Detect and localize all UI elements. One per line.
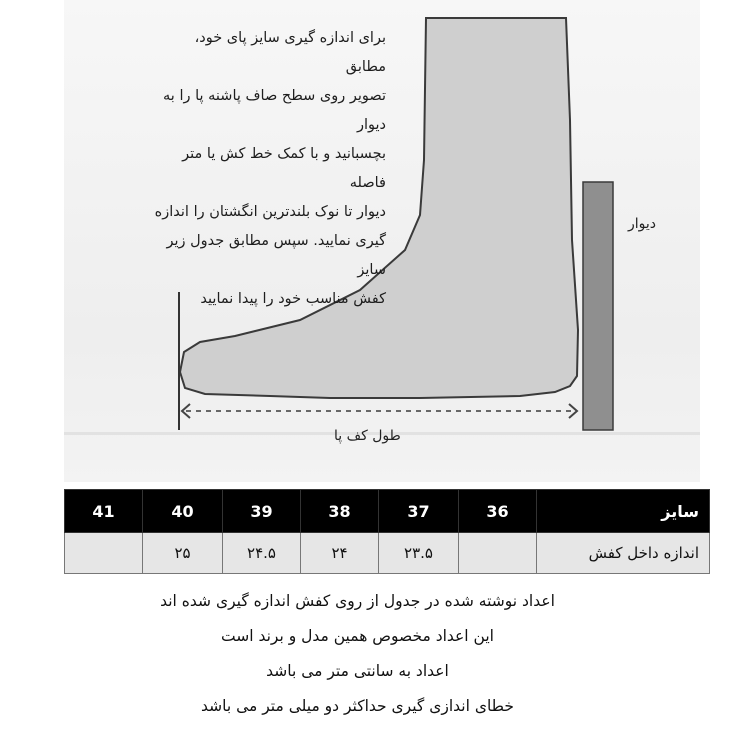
inner-length-row-label: اندازه داخل کفش [537, 533, 710, 574]
notes [80, 584, 635, 724]
instruction-line: دیوار تا نوک بلندترین انگشتان را اندازه [154, 204, 386, 220]
instruction-line: برای اندازه گیری سایز پای خود، مطابق [194, 30, 386, 75]
size-cell: 39 [223, 490, 301, 533]
note-line: این اعداد مخصوص همین مدل و برند است [221, 627, 494, 645]
note-line: اعداد به سانتی متر می باشد [266, 662, 449, 680]
size-row-label: سایز [537, 490, 710, 533]
size-row [65, 490, 710, 533]
inner-length-row [65, 533, 710, 574]
inner-length-cell: ۲۴ [301, 533, 379, 574]
size-table [64, 489, 710, 574]
note-line: اعداد نوشته شده در جدول از روی کفش اندازه گیری شده اند [160, 592, 555, 610]
wall-label: دیوار [628, 216, 657, 232]
instruction-line: بچسبانید و با کمک خط کش یا متر فاصله [182, 146, 386, 191]
instruction-line: گیری نمایید. سپس مطابق جدول زیر سایز [166, 233, 386, 278]
measurement-instructions [150, 24, 386, 314]
size-cell: 41 [65, 490, 143, 533]
inner-length-cell: ۲۵ [143, 533, 223, 574]
inner-length-cell: ۲۳.۵ [379, 533, 459, 574]
size-cell: 37 [379, 490, 459, 533]
instruction-line: تصویر روی سطح صاف پاشنه پا را به دیوار [163, 88, 386, 133]
size-cell: 38 [301, 490, 379, 533]
size-cell: 40 [143, 490, 223, 533]
inner-length-cell: ۲۴.۵ [223, 533, 301, 574]
size-cell: 36 [459, 490, 537, 533]
note-line: خطای اندازی گیری حداکثر دو میلی متر می باشد [201, 697, 514, 715]
instruction-line: کفش مناسب خود را پیدا نمایید [200, 291, 386, 307]
inner-length-cell [65, 533, 143, 574]
inner-length-cell [459, 533, 537, 574]
foot-length-label: طول کف پا [334, 428, 401, 444]
wall [583, 182, 613, 430]
